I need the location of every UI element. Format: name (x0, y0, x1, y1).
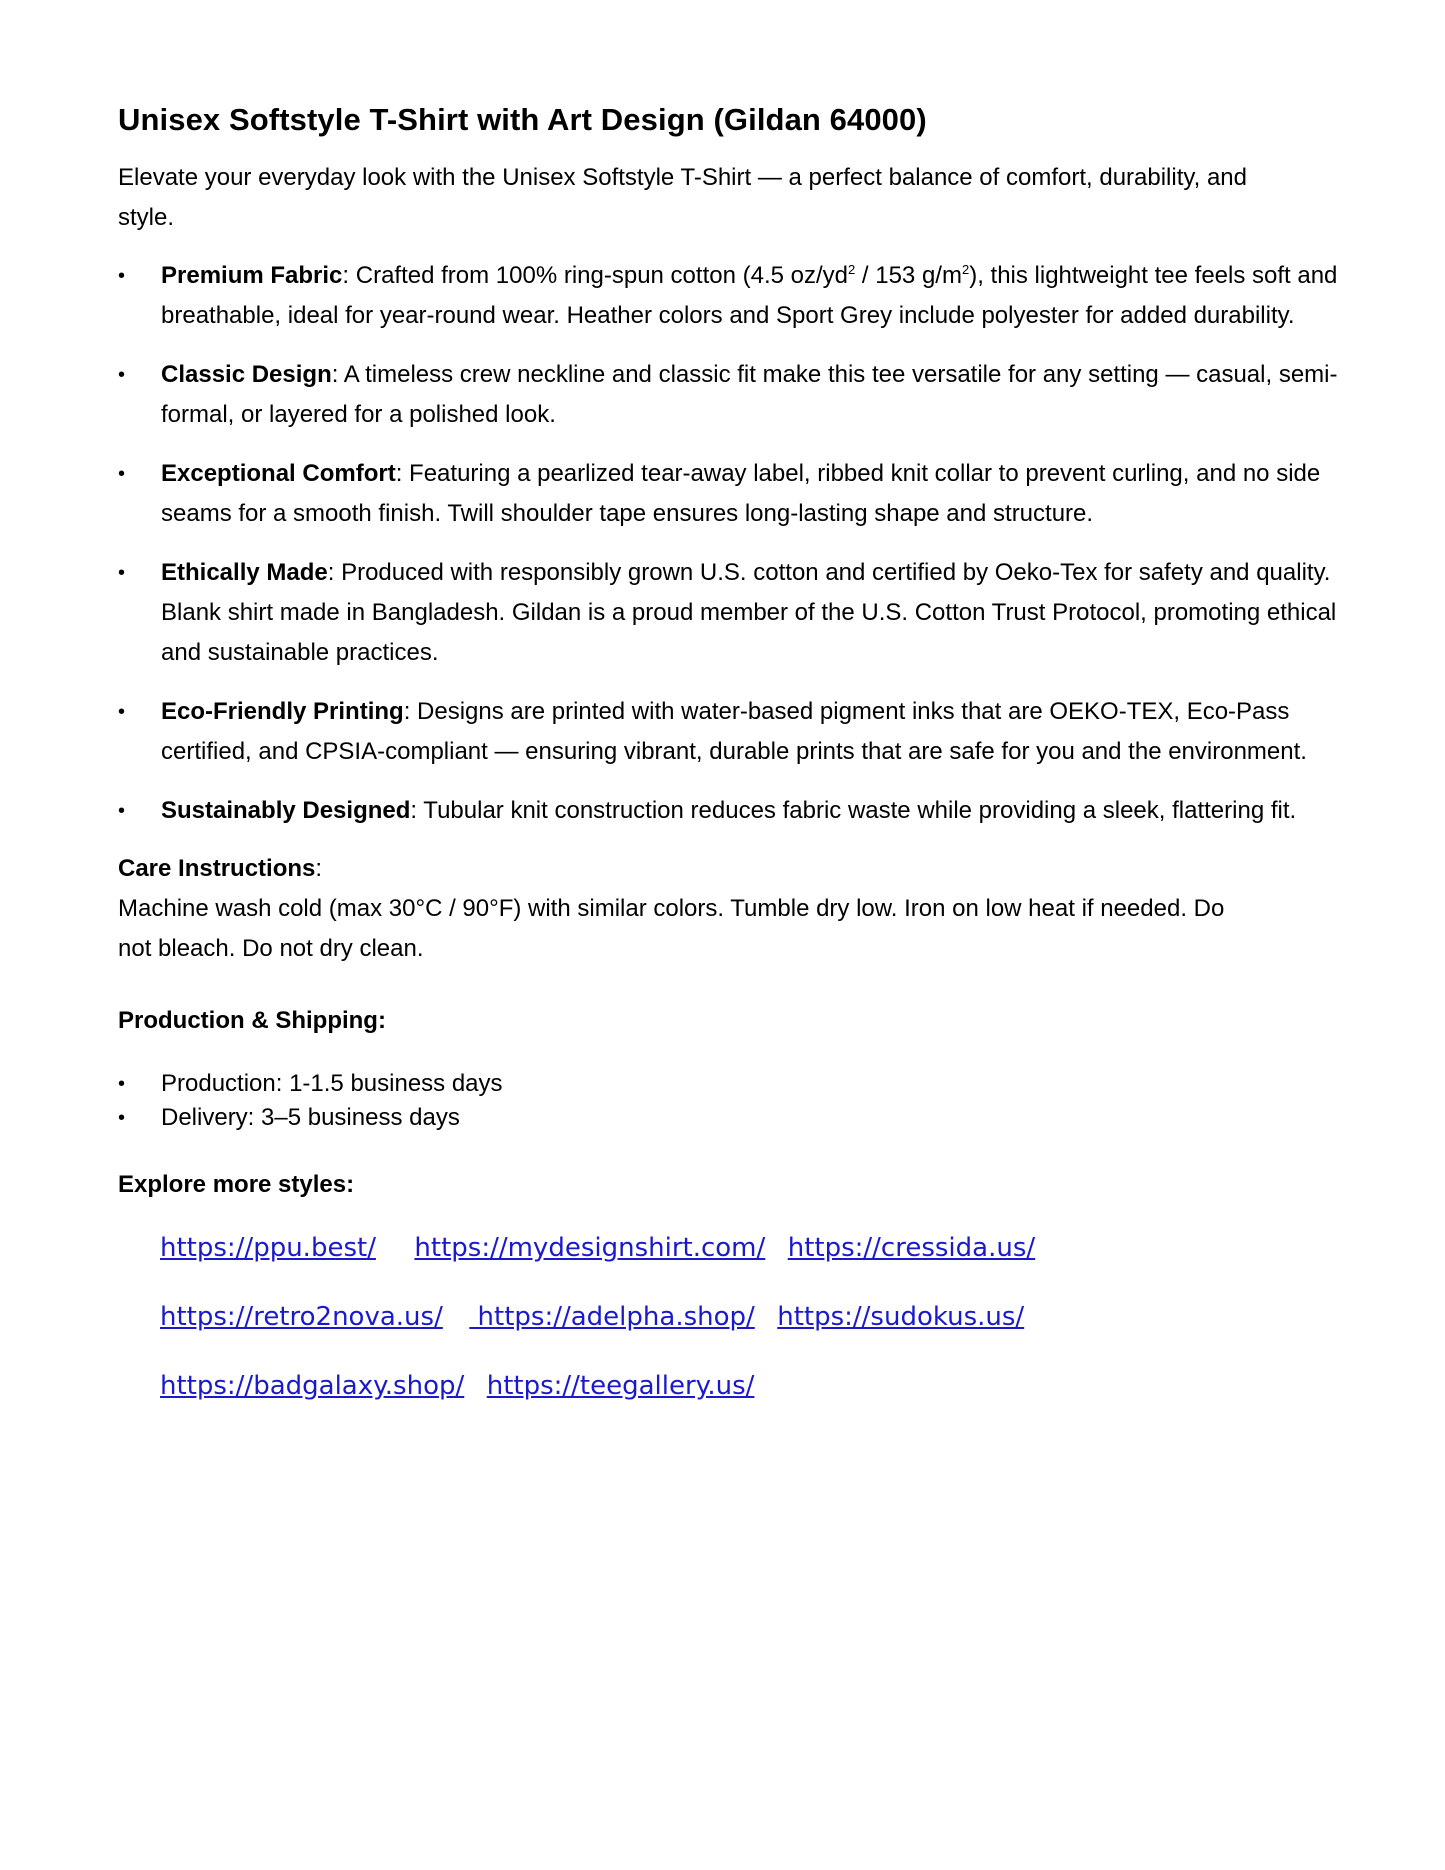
link-cressida[interactable]: https://cressida.us/ (787, 1233, 1036, 1263)
bullet-icon: • (118, 1073, 126, 1095)
feature-item-premium-fabric (118, 256, 1361, 336)
shipping-item-text: Production: 1-1.5 business days (161, 1070, 503, 1097)
link-mydesignshirt[interactable]: https://mydesignshirt.com/ (414, 1233, 766, 1263)
link-ppu-best[interactable]: https://ppu.best/ (160, 1233, 376, 1263)
link-row (160, 1302, 1338, 1371)
shipping-list (118, 1067, 1338, 1135)
bullet-icon: • (118, 562, 126, 584)
superscript: 2 (848, 262, 856, 277)
explore-heading: Explore more styles: (118, 1171, 355, 1198)
shipping-item-text: Delivery: 3–5 business days (161, 1104, 460, 1131)
shipping-item-delivery (118, 1101, 1338, 1135)
care-text: Machine wash cold (max 30°C / 90°F) with similar colors. Tumble dry low. Iron on low heat if needed. Do not bleach. Do not dry clean. (118, 895, 1225, 962)
feature-label: Eco-Friendly Printing (161, 698, 404, 725)
feature-text: : Crafted from 100% ring-spun cotton (4.5 oz/yd (342, 262, 848, 289)
bullet-icon: • (118, 701, 126, 723)
document-page (118, 96, 1338, 1440)
feature-item-sustainably-designed (118, 791, 1361, 831)
link-adelpha[interactable]: https://adelpha.shop/ (469, 1302, 755, 1332)
feature-label: Sustainably Designed (161, 797, 411, 824)
link-retro2nova[interactable]: https://retro2nova.us/ (160, 1302, 443, 1332)
feature-item-ethically-made (118, 553, 1361, 673)
feature-item-exceptional-comfort (118, 454, 1361, 534)
feature-text: / 153 g/m (855, 262, 962, 289)
bullet-icon: • (118, 364, 126, 386)
feature-label: Ethically Made (161, 559, 328, 586)
bullet-icon: • (118, 463, 126, 485)
feature-item-classic-design (118, 355, 1361, 435)
bullet-icon: • (118, 1107, 126, 1129)
intro-paragraph: Elevate your everyday look with the Unisex Softstyle T-Shirt — a perfect balance of comfort, durability, and style. (118, 164, 1247, 231)
link-sudokus[interactable]: https://sudokus.us/ (777, 1302, 1025, 1332)
feature-item-eco-friendly-printing (118, 692, 1361, 772)
care-colon: : (315, 855, 323, 882)
feature-text: ), this lightweight tee feels soft and breathable, ideal for year-round wear. Heather colors and Sport Grey include polyester for added durability. (161, 262, 1338, 329)
superscript: 2 (961, 262, 970, 277)
feature-label: Exceptional Comfort (161, 460, 396, 487)
bullet-icon: • (118, 265, 126, 287)
bullet-icon: • (118, 800, 126, 822)
care-heading (118, 849, 1258, 889)
link-badgalaxy[interactable]: https://badgalaxy.shop/ (160, 1371, 465, 1401)
feature-label: Classic Design (161, 361, 332, 388)
feature-text: : Designs are printed with water-based pigment inks that are OEKO-TEX, Eco-Pass certified, and CPSIA-compliant — ensuring vibrant, durable prints that are safe for you and the environment. (161, 698, 1307, 765)
feature-text: : A timeless crew neckline and classic fit make this tee versatile for any setting — casual, semi-formal, or layered for a polished look. (161, 361, 1338, 428)
care-label: Care Instructions (118, 855, 316, 882)
page-title: Unisex Softstyle T-Shirt with Art Design (Gildan 64000) (118, 102, 927, 137)
link-teegallery[interactable]: https://teegallery.us/ (486, 1371, 755, 1401)
feature-list (118, 256, 1338, 831)
feature-label: Premium Fabric (161, 262, 343, 289)
shipping-item-production (118, 1067, 1338, 1101)
style-links (160, 1233, 1338, 1440)
shipping-heading: Production & Shipping: (118, 1007, 386, 1034)
feature-text: : Tubular knit construction reduces fabric waste while providing a sleek, flattering fit. (410, 797, 1297, 824)
care-instructions (118, 849, 1258, 969)
link-row (160, 1233, 1338, 1302)
feature-text: : Produced with responsibly grown U.S. cotton and certified by Oeko-Tex for safety and quality. Blank shirt made in Bangladesh. Gildan is a proud member of the U.S. Cotton Trust Protocol, promoting ethical and sustainable practices. (161, 559, 1337, 666)
link-row (160, 1371, 1338, 1440)
feature-text: : Featuring a pearlized tear-away label, ribbed knit collar to prevent curling, and no side seams for a smooth finish. Twill shoulder tape ensures long-lasting shape and structure. (161, 460, 1321, 527)
